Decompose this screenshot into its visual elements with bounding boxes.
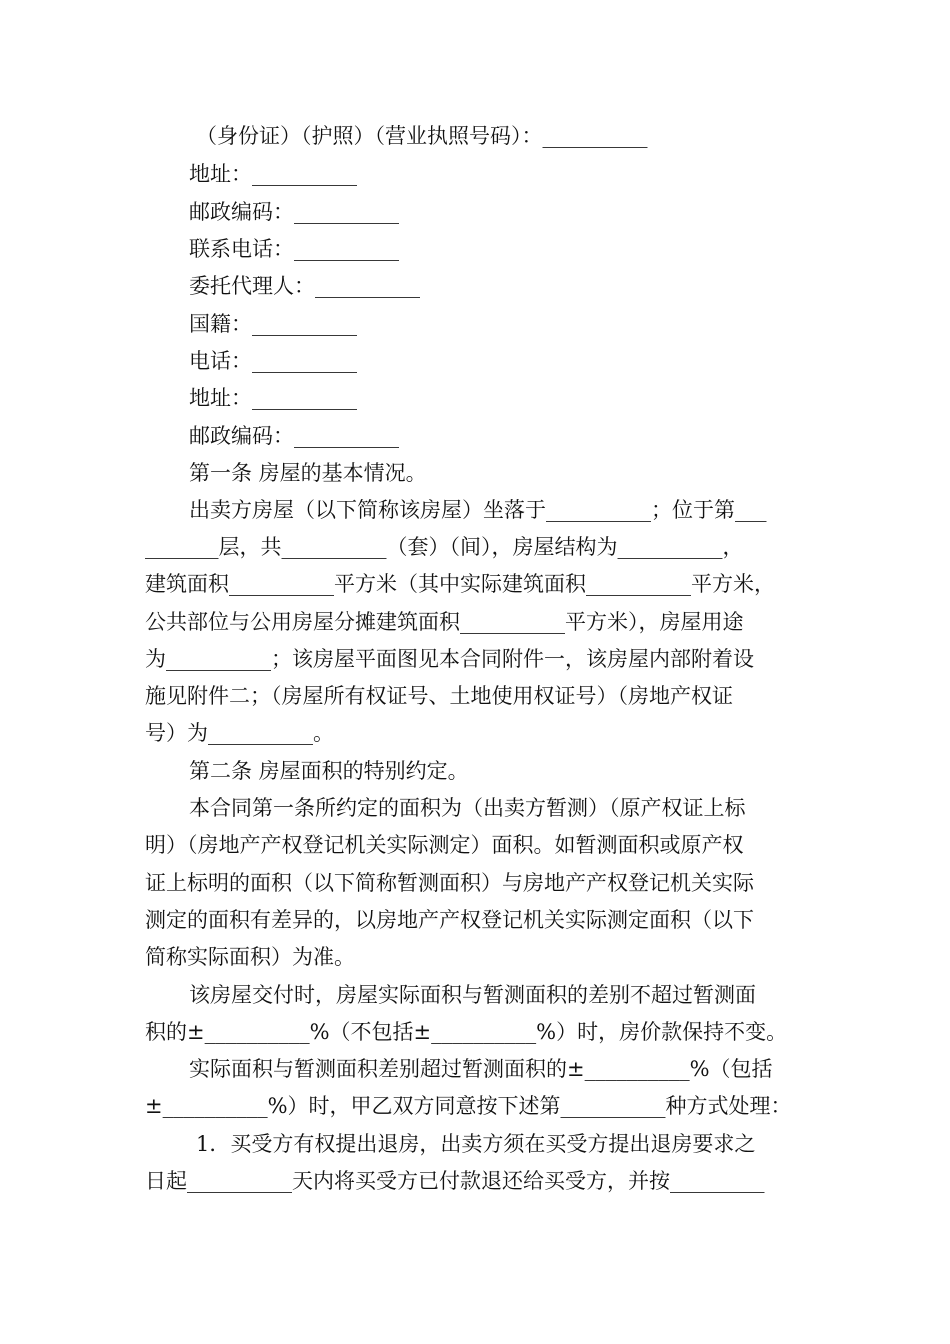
phone-line: 联系电话：__________ xyxy=(189,237,399,261)
postal-code-line: 邮政编码：__________ xyxy=(189,200,399,224)
address-line: 地址：__________ xyxy=(189,162,357,186)
article-2-text: 积的±__________%（不包括±__________%）时，房价款保持不变。 xyxy=(145,1020,788,1044)
article-2-text: 证上标明的面积（以下简称暂测面积）与房地产产权登记机关实际 xyxy=(145,871,754,895)
article-2-text: 实际面积与暂测面积差别超过暂测面积的±__________%（包括 xyxy=(189,1057,773,1081)
id-document-line: （身份证）（护照）（营业执照号码）：__________ xyxy=(196,124,648,148)
article-1-text: 出卖方房屋（以下简称该房屋）坐落于__________；位于第___ xyxy=(189,498,767,522)
article-2-text: 该房屋交付时，房屋实际面积与暂测面积的差别不超过暂测面 xyxy=(189,983,756,1007)
nationality-line: 国籍：__________ xyxy=(189,312,357,336)
article-2-text: ±__________%）时，甲乙双方同意按下述第__________种方式处理： xyxy=(145,1094,792,1118)
article-1-text: _______层，共__________（套）（间），房屋结构为__________， xyxy=(145,535,744,559)
article-1-text: 施见附件二；（房屋所有权证号、土地使用权证号）（房地产权证 xyxy=(145,684,733,708)
option-1-text: 日起__________天内将买受方已付款退还给买受方，并按_________ xyxy=(145,1169,765,1193)
article-2-text: 测定的面积有差异的，以房地产产权登记机关实际测定面积（以下 xyxy=(145,908,754,932)
article-1-heading: 第一条 房屋的基本情况。 xyxy=(189,461,427,485)
article-2-heading: 第二条 房屋面积的特别约定。 xyxy=(189,759,469,783)
agent-postal-code-line: 邮政编码：__________ xyxy=(189,424,399,448)
article-1-text: 号）为__________。 xyxy=(145,721,334,745)
article-1-text: 为__________；该房屋平面图见本合同附件一，该房屋内部附着设 xyxy=(145,647,754,671)
agent-phone-line: 电话：__________ xyxy=(189,349,357,373)
option-1-text: 1．买受方有权提出退房，出卖方须在买受方提出退房要求之 xyxy=(196,1132,756,1156)
article-1-text: 公共部位与公用房屋分摊建筑面积__________平方米），房屋用途 xyxy=(145,610,744,634)
agent-address-line: 地址：__________ xyxy=(189,386,357,410)
agent-line: 委托代理人：__________ xyxy=(189,274,420,298)
article-1-text: 建筑面积__________平方米（其中实际建筑面积__________平方米， xyxy=(145,572,775,596)
article-2-text: 本合同第一条所约定的面积为（出卖方暂测）（原产权证上标 xyxy=(189,796,746,820)
article-2-text: 简称实际面积）为准。 xyxy=(145,945,355,969)
article-2-text: 明）（房地产产权登记机关实际测定）面积。如暂测面积或原产权 xyxy=(145,833,744,857)
